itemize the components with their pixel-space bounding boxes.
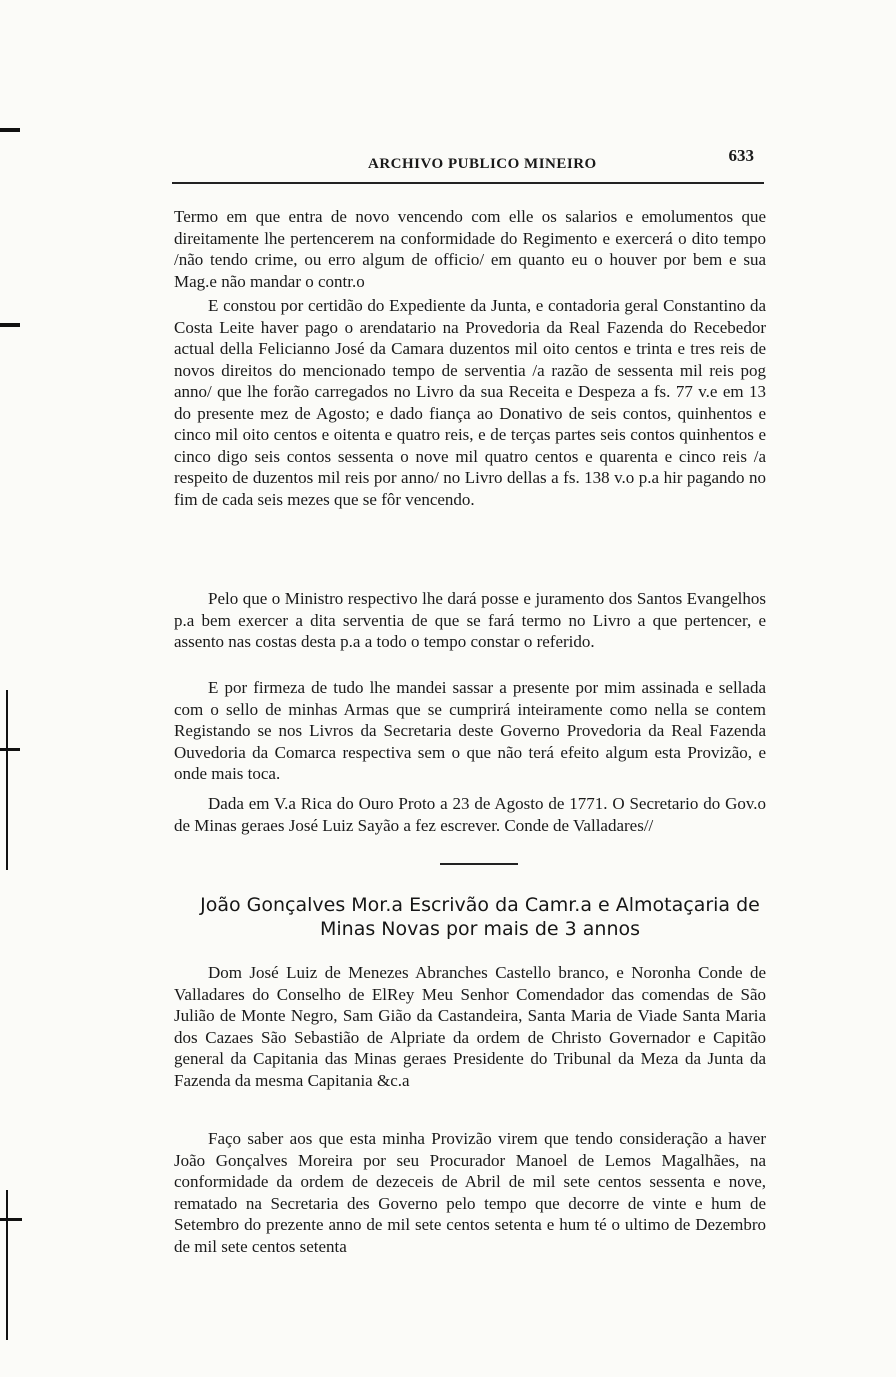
header-rule (172, 182, 764, 184)
page-number: 633 (728, 146, 754, 165)
margin-mark (0, 1218, 22, 1221)
section-heading-line-2: Minas Novas por mais de 3 annos (319, 918, 641, 940)
paragraph-5: Dada em V.a Rica do Ouro Proto a 23 de Agosto de 1771. O Secretario do Gov.o de Minas geraes José Luiz Sayão a fez escrever. Conde de Valladares// (174, 794, 766, 835)
margin-mark (6, 1190, 8, 1340)
paragraph-4: E por firmeza de tudo lhe mandei sassar a presente por mim assinada e sellada com o sello de minhas Armas que se cumprirá inteiramente como nella se contem Registando se nos Livros da Secretaria deste Governo Provedoria da Real Fazenda Ouvedoria da Comarca respectiva sem o que não terá efeito algum esta Provizão, e onde mais toca. (174, 678, 766, 783)
paragraph-2: E constou por certidão do Expediente da Junta, e contadoria geral Constantino da Costa Leite haver pago o arendatario na Provedoria da Real Fazenda do Recebedor actual della Felicianno José da Camara duzentos mil oito centos e trinta e tres reis de novos direitos do mencionado tempo de serventia /a razão de sessenta mil reis pog anno/ que lhe forão carregados no Livro da sua Receita e Despeza a fs. 77 v.e em 13 do presente mez de Agosto; e dado fiança ao Donativo de seis contos, quinhentos e cinco mil oito centos e oitenta e quatro reis, e de terças partes seis contos quinhentos e cinco digo seis contos sessenta o nove mil quatro centos e quarenta e cinco reis /a respeito de duzentos mil reis por anno/ no Livro dellas a fs. 138 v.o p.a hir pagando no fim de cada seis mezes que se fôr vencendo. (174, 296, 766, 509)
margin-mark (6, 690, 8, 870)
running-header (172, 146, 762, 182)
margin-mark (0, 128, 20, 132)
section-heading-line-1: João Gonçalves Mor.a Escrivão da Camr.a e Almotaçaria de (200, 894, 760, 916)
paragraph-6: Dom José Luiz de Menezes Abranches Castello branco, e Noronha Conde de Valladares do Conselho de ElRey Meu Senhor Comendador das comendas de São Julião de Monte Negro, Sam Gião da Castandeira, Santa Maria de Viade Santa Maria dos Cazaes São Sebastião de Alpriate da ordem de Christo Governador e Capitão general da Capitania das Minas geraes Presidente do Tribunal da Meza da Junta da Fazenda da mesma Capitania &c.a (174, 963, 766, 1090)
paragraph-3: Pelo que o Ministro respectivo lhe dará posse e juramento dos Santos Evangelhos p.a bem exercer a dita serventia de que se fará termo no Livro a que pertencer, e assento nas costas desta p.a a todo o tempo constar o referido. (174, 589, 766, 651)
section-heading (180, 893, 780, 941)
section-separator (440, 863, 518, 865)
margin-mark (0, 748, 20, 751)
journal-title: ARCHIVO PUBLICO MINEIRO (368, 156, 597, 172)
paragraph-7: Faço saber aos que esta minha Provizão virem que tendo consideração a haver João Gonçalves Moreira por seu Procurador Manoel de Lemos Magalhães, na conformidade da ordem de dezeceis de Abril de mil sete centos sessenta e nove, rematado na Secretaria des Governo pelo tempo que decorre de vinte e hum de Setembro do prezente anno de mil sete centos setenta e hum té o ultimo de Dezembro de mil sete centos setenta (174, 1129, 766, 1256)
margin-mark (0, 323, 20, 327)
paragraph-1: Termo em que entra de novo vencendo com elle os salarios e emolumentos que direitamente lhe pertencerem na conformidade do Regimento e exercerá o dito tempo /não tendo crime, ou erro algum de officio/ em quanto eu o houver por bem e sua Mag.e não mandar o contr.o (174, 207, 766, 291)
